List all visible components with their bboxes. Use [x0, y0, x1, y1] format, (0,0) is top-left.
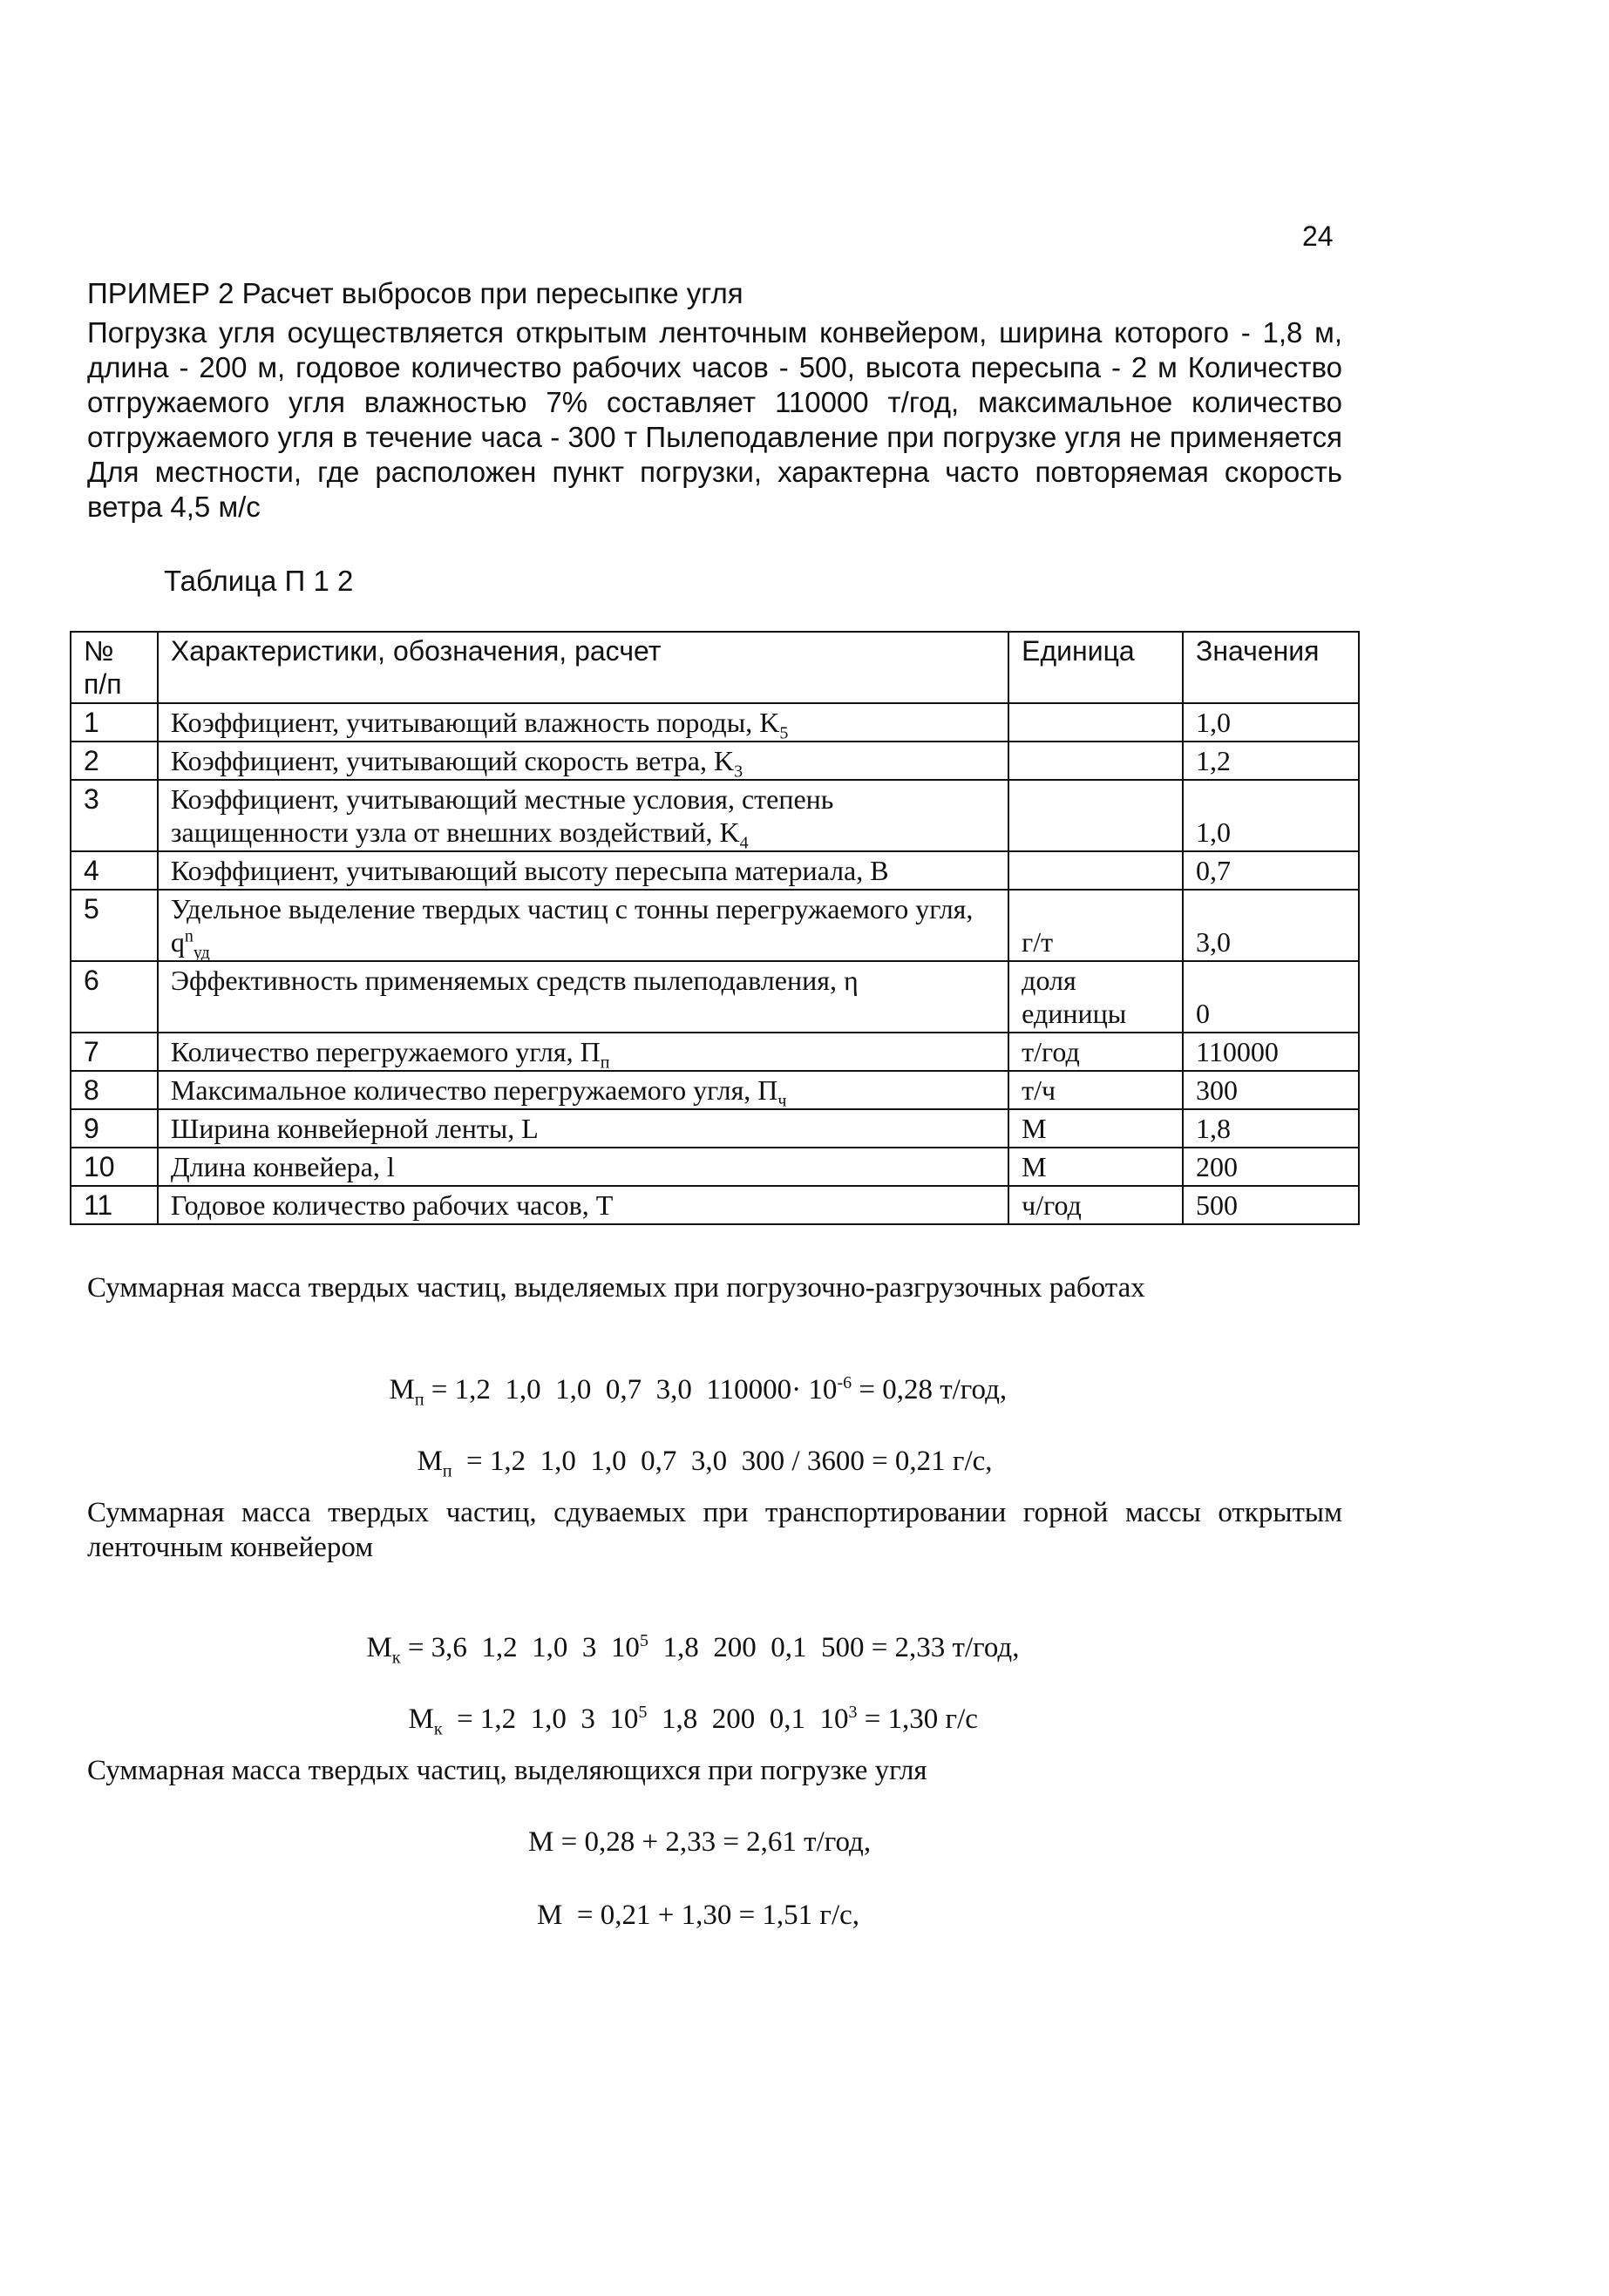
header-num — [71, 632, 158, 703]
row-characteristic: Коэффициент, учитывающий местные условия, степень защищенности узла от внешних воздействий, $K_4$ — [158, 780, 1008, 851]
header-num-symbol: № — [84, 635, 114, 667]
paragraph-total-mass: Суммарная масса твердых частиц, выделяющихся при погрузке угля — [87, 1755, 927, 1786]
row-number: 6 — [71, 961, 158, 1033]
table-row — [71, 961, 1359, 1033]
row-value: 300 — [1183, 1071, 1359, 1109]
table-row — [71, 1071, 1359, 1109]
row-unit: г/т — [1008, 890, 1183, 961]
row-value: 1,0 — [1183, 780, 1359, 851]
row-number: 1 — [71, 703, 158, 742]
table-row — [71, 1148, 1359, 1186]
formula-mp-annual: $M_п = 1,2$ 1,0 1,0 0,7 3,0 $110000\cdot 10^{-6} = 0,28$ т/год, — [389, 1373, 1008, 1410]
row-unit: М — [1008, 1109, 1183, 1148]
header-value: Значения — [1183, 632, 1359, 703]
row-number: 10 — [71, 1148, 158, 1186]
paragraph-conveyor-mass: Суммарная масса твердых частиц, сдуваемых при транспортировании горной массы открытым ленточным конвейером — [87, 1497, 1342, 1563]
row-unit: М — [1008, 1148, 1183, 1186]
table-row — [71, 780, 1359, 851]
formula-mp-second: $M_п = 1,2$ 1,0 1,0 0,7 3,0 300 / 3600 = 0,21 г/с, — [417, 1446, 993, 1481]
row-number: 11 — [71, 1186, 158, 1224]
table-row — [71, 851, 1359, 890]
row-value: 1,2 — [1183, 742, 1359, 780]
row-number: 2 — [71, 742, 158, 780]
row-value: 0 — [1183, 961, 1359, 1033]
row-value: 1,8 — [1183, 1109, 1359, 1148]
table-row — [71, 1186, 1359, 1224]
example-heading: ПРИМЕР 2 Расчет выбросов при пересыпке угля — [87, 277, 743, 309]
row-value: 3,0 — [1183, 890, 1359, 961]
table-row — [71, 1109, 1359, 1148]
row-number: 3 — [71, 780, 158, 851]
row-value: 1,0 — [1183, 703, 1359, 742]
parameters-table — [70, 631, 1360, 1225]
row-unit: ч/год — [1008, 1186, 1183, 1224]
table-row — [71, 1033, 1359, 1071]
header-unit: Единица — [1008, 632, 1183, 703]
row-unit — [1008, 742, 1183, 780]
row-value: 500 — [1183, 1186, 1359, 1224]
table-caption: Таблица П 1 2 — [164, 565, 354, 597]
row-characteristic: Годовое количество рабочих часов, T — [158, 1186, 1008, 1224]
row-characteristic: Удельное выделение твердых частиц с тонны перегружаемого угля, $q^n_{уд}$ — [158, 890, 1008, 961]
row-number: 4 — [71, 851, 158, 890]
formula-mk-annual: $M_к = 3,6$ 1,2 1,0 3 $10^5$ 1,8 200 0,1 500 = 2,33 т/год, — [366, 1631, 1020, 1668]
row-characteristic: Количество перегружаемого угля, $П_п$ — [158, 1033, 1008, 1071]
header-characteristic: Характеристики, обозначения, расчет — [158, 632, 1008, 703]
row-unit — [1008, 703, 1183, 742]
table-row — [71, 742, 1359, 780]
header-num-abbr: п/п — [84, 668, 122, 700]
row-unit — [1008, 780, 1183, 851]
table-body — [71, 703, 1359, 1224]
formula-mk-second: $M_к = 1,2$ 1,0 3 $10^5$ 1,8 200 0,1 $10^3 = 1,30$ г/с — [408, 1703, 978, 1739]
row-value: 0,7 — [1183, 851, 1359, 890]
row-value: 200 — [1183, 1148, 1359, 1186]
row-characteristic: Эффективность применяемых средств пылеподавления, η — [158, 961, 1008, 1033]
row-characteristic: Длина конвейера, l — [158, 1148, 1008, 1186]
page-number: 24 — [1302, 220, 1334, 252]
row-characteristic: Максимальное количество перегружаемого угля, $П_ч$ — [158, 1071, 1008, 1109]
formula-total-annual: M = 0,28 + 2,33 = 2,61 т/год, — [528, 1826, 872, 1858]
row-number: 5 — [71, 890, 158, 961]
table-row — [71, 890, 1359, 961]
row-characteristic: Коэффициент, учитывающий скорость ветра, $K_3$ — [158, 742, 1008, 780]
row-value: 110000 — [1183, 1033, 1359, 1071]
row-number: 9 — [71, 1109, 158, 1148]
row-characteristic: Коэффициент, учитывающий влажность породы, $K_5$ — [158, 703, 1008, 742]
row-unit: доля единицы — [1008, 961, 1183, 1033]
row-number: 8 — [71, 1071, 158, 1109]
row-number: 7 — [71, 1033, 158, 1071]
row-unit: т/год — [1008, 1033, 1183, 1071]
paragraph-loading-mass: Суммарная масса твердых частиц, выделяемых при погрузочно-разгрузочных работах — [87, 1272, 1145, 1304]
row-unit: т/ч — [1008, 1071, 1183, 1109]
intro-paragraph: Погрузка угля осуществляется открытым ленточным конвейером, ширина которого - 1,8 м, длина - 200 м, годовое количество рабочих часов - 500, высота пересыпа - 2 м Количество отгружаемого угля влажностью 7% составляет 110000 т/год, максимальное количество отгружаемого угля в течение часа - 300 т Пылеподавление при погрузке угля не применяется Для местности, где расположен пункт погрузки, характерна часто повторяемая скорость ветра 4,5 м/с — [87, 316, 1342, 523]
row-characteristic: Ширина конвейерной ленты, L — [158, 1109, 1008, 1148]
row-characteristic: Коэффициент, учитывающий высоту пересыпа материала, B — [158, 851, 1008, 890]
table-header-row — [71, 632, 1359, 703]
formula-total-second: M = 0,21 + 1,30 = 1,51 г/с, — [537, 1900, 860, 1931]
row-unit — [1008, 851, 1183, 890]
table-row — [71, 703, 1359, 742]
